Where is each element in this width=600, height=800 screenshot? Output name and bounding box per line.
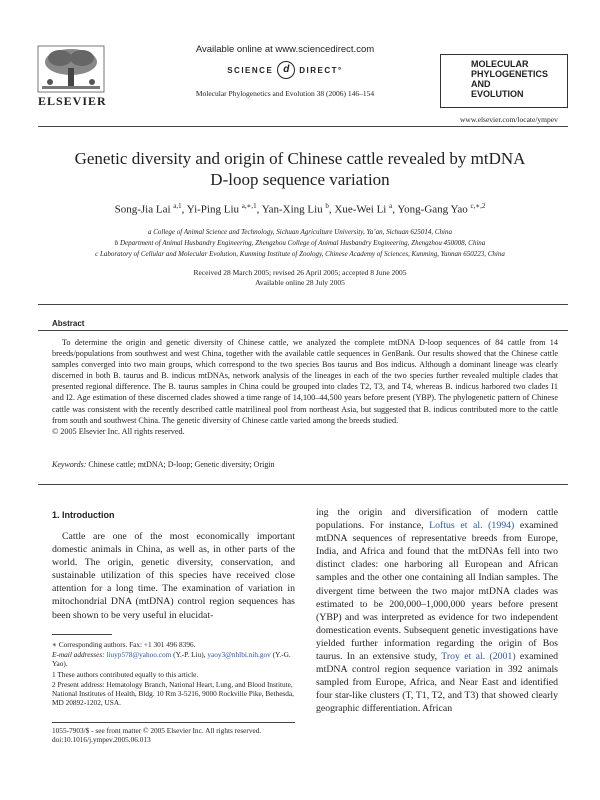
email-link-yao[interactable]: yaoy3@nhlbi.nih.gov [207, 650, 271, 660]
sciencedirect-mark-icon: d [277, 61, 295, 79]
author-name: Xue-Wei Li [334, 203, 387, 216]
elsevier-tree-logo [36, 44, 106, 94]
author-name: Yi-Ping Liu [186, 203, 240, 216]
publisher-name: ELSEVIER [38, 94, 107, 108]
author-name: Yong-Gang Yao [397, 203, 468, 216]
affiliation-a: a College of Animal Science and Technology, Sichuan Agriculture University, Ya’an, Sichuan 625014, China [147, 228, 453, 236]
email-link-liu[interactable]: liuyp578@yahoo.com [106, 650, 172, 660]
footnote-1: 1 These authors contributed equally to this article. [52, 669, 199, 679]
available-online-date: Available online 28 July 2005 [255, 278, 345, 287]
journal-url[interactable]: www.elsevier.com/locate/ympev [460, 115, 558, 124]
abstract-bottom-rule [38, 484, 568, 485]
intro-left-column: Cattle are one of the most economically important domestic animals in China, as well as, in other parts of the world. The origin, genetic diversity, conservation, and sustainable utilization of this species have received close attention for a long time. The examination of variation in mitochondrial DNA (mtDNA) control region sequences has been shown to be very useful in elucidat- [52, 531, 295, 621]
issn-line: 1055-7903/$ - see front matter © 2005 Elsevier Inc. All rights reserved. [52, 726, 262, 735]
footnote-2: 2 Present address: Hematology Branch, National Heart, Lung, and Blood Institute, National Institutes of Health, Bldg. 10 Rm 3-5216, 9000 Rockville Pike, Bethesda, MD 20892-1202, USA. [52, 679, 294, 708]
abstract-heading-rule [38, 330, 568, 331]
received-dates: Received 28 March 2005; revised 26 April 2005; accepted 8 June 2005 [193, 268, 407, 277]
author-list: Song-Jia Lai $^{a,1}$, Yi-Ping Liu $^{a,∗,1}$, Yan-Xing Liu $^b$, Xue-Wei Li $^a$, Yong-Gang Yao $^{c,∗,2}$ [114, 202, 486, 216]
abstract-heading: Abstract [52, 319, 85, 328]
citation-link-loftus[interactable]: Loftus et al. (1994) [429, 520, 515, 532]
author-name: Song-Jia Lai [114, 203, 171, 216]
author-name: Yan-Xing Liu [261, 203, 323, 216]
footnotes [52, 640, 295, 708]
journal-citation: Molecular Phylogenetics and Evolution 38 (2006) 146–154 [195, 89, 375, 98]
copyright-notice: © 2005 Elsevier Inc. All rights reserved. [52, 426, 185, 436]
journal-title-box: MOLECULAR PHYLOGENETICS AND EVOLUTION [440, 54, 568, 108]
article-title: Genetic diversity and origin of Chinese cattle revealed by mtDNA D-loop sequence variation [74, 149, 526, 189]
doi-line[interactable]: doi:10.1016/j.ympev.2005.06.013 [52, 735, 151, 744]
abstract-top-rule [38, 304, 568, 305]
available-online-text[interactable]: Available online at www.sciencedirect.com [195, 44, 375, 55]
header-divider [38, 126, 568, 127]
footnote-rule [52, 634, 112, 635]
header-center [170, 44, 400, 98]
sciencedirect-logo[interactable]: SCIENCE d DIRECT° [170, 61, 400, 79]
abstract-body: To determine the origin and genetic diversity of Chinese cattle, we analyzed the complete mtDNA D-loop sequences of 84 cattle from 14 breeds/populations from southwest and west China, together with the available cattle sequences in GenBank. Our results showed that the Chinese cattle samples converged into two main groups, which correspond to the two species Bos taurus and Bos indicus. Although a dominant lineage was clearly discerned in both B. taurus and B. indicus mtDNAs, network analysis of the lineages in each of the two species further revealed multiple clades that presented regional difference. The B. taurus samples in China could be grouped into clades T2, T3, and T4, whereas B. indicus harbored two clades I1 and I2. Age estimation of these discerned clades showed a time range of 14,100–44,500 years before present (YBP). The phylogenetic pattern of Chinese cattle was consistent with the recently described cattle matrilineal pool from northeast Asia, but suggested that B. indicus contributed more to the cattle from south and southwest China. The genetic diversity of Chinese cattle varied among the breeds studied. © 2005 Elsevier Inc. All rights reserved. [52, 338, 558, 436]
front-matter [52, 726, 261, 744]
affiliation-c: c Laboratory of Cellular and Molecular Evolution, Kunming Institute of Zoology, Chinese Academy of Sciences, Kunming, Yunnan 650223, China [95, 250, 505, 258]
front-matter-rule [52, 722, 295, 723]
section-heading-introduction: 1. Introduction [52, 510, 115, 520]
affiliation-b: b Department of Animal Husbandry Engineering, Zhengzhou College of Animal Husbandry Engineering, Zhengzhou 450008, China [114, 239, 486, 247]
citation-link-troy[interactable]: Troy et al. (2001) [441, 651, 516, 663]
email-addresses: E-mail addresses: liuyp578@yahoo.com (Y.-P. Liu), yaoy3@nhlbi.nih.gov (Y.-G. Yao). [52, 650, 291, 669]
intro-right-column: ing the origin and diversification of modern cattle populations. For instance, Loftus et al. (1994) examined mtDNA sequences of representative breeds from Europe, India, and Africa and found that the mtDNAs fell into two distinct clades: one harboring all European and African samples and the other one containing all Indian samples. The divergent time between the two major mtDNA clades was estimated to be 200,000–1,000,000 years before present (YBP) and was interpreted as evidence for two independent domestication events. Subsequent genetic investigations have yielded further information regarding the origin of Bos taurus. In an extensive study, Troy et al. (2001) examined mtDNA control region sequence variation in 392 animals sampled from Europe, Africa, and Near East and identified four star-like clusters (T, T1, T2, and T3) that showed clearly geographic differentiation. African [316, 507, 559, 715]
keywords: Keywords: Chinese cattle; mtDNA; D-loop; Genetic diversity; Origin [52, 460, 275, 469]
corresponding-authors-note: ∗ Corresponding authors. Fax: +1 301 496 8396. [52, 640, 196, 649]
